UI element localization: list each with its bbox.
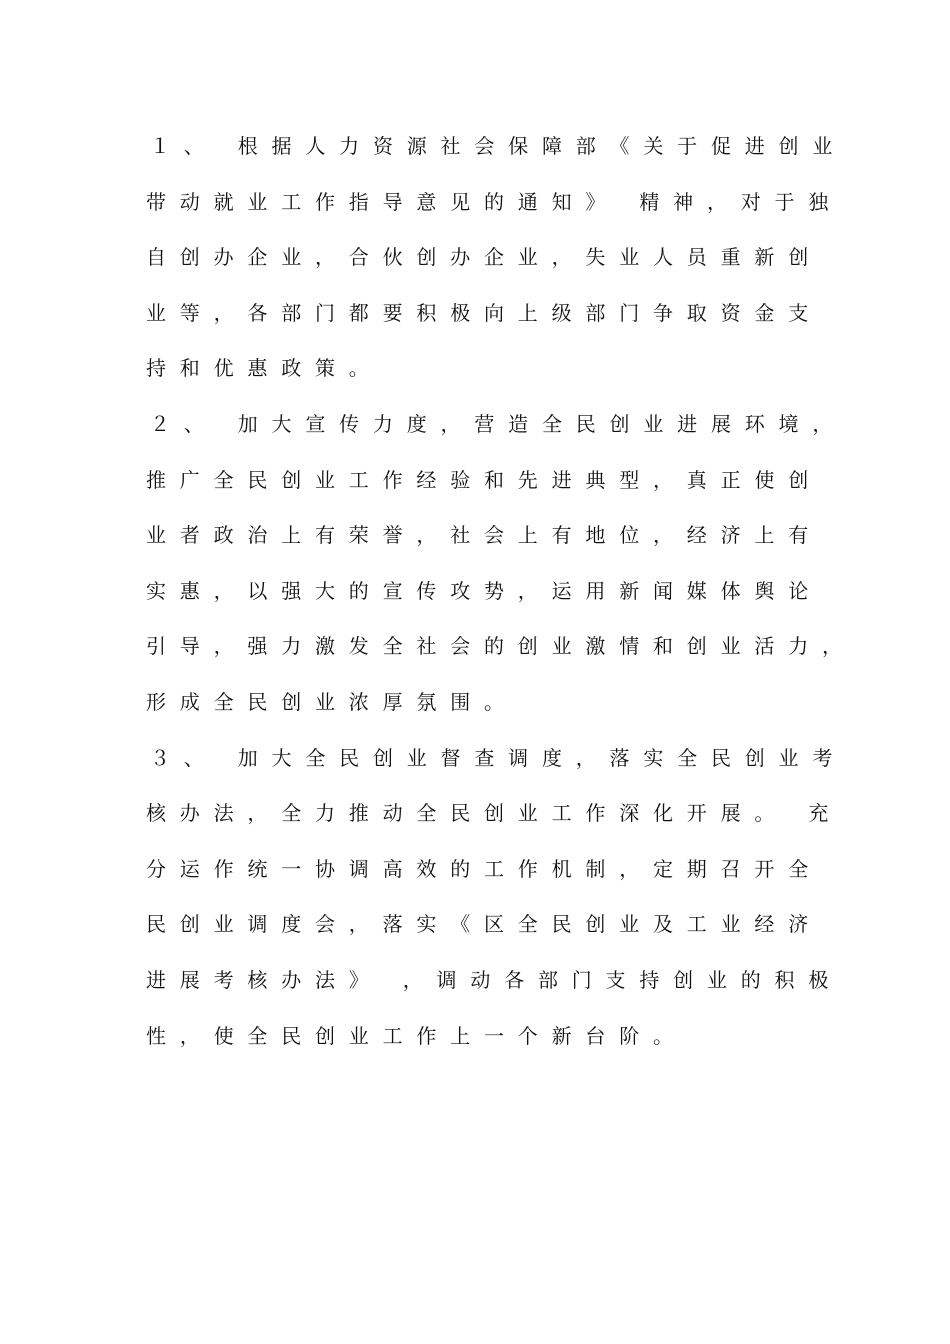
item-3-line-6: 性，使全民创业工作上一个新台阶。 <box>146 1023 687 1048</box>
item-2-line-6: 形成全民创业浓厚氛围。 <box>146 689 518 714</box>
item-3-line-2: 核办法，全力推动全民创业工作深化开展。 充 <box>146 801 843 826</box>
item-1-line-3: 自创办企业，合伙创办企业，失业人员重新创 <box>146 245 822 270</box>
item-1-line-4: 业等，各部门都要积极向上级部门争取资金支 <box>146 300 822 325</box>
item-1-line-5: 持和优惠政策。 <box>146 356 383 381</box>
item-2-line-1: ２、 加大宣传力度，营造全民创业进展环境， <box>150 411 847 436</box>
item-3-line-3: 分运作统一协调高效的工作机制，定期召开全 <box>146 856 822 881</box>
item-2-line-3: 业者政治上有荣誉，社会上有地位，经济上有 <box>146 523 822 548</box>
document-body <box>146 126 856 1071</box>
item-1-line-2: 带动就业工作指导意见的通知》 精神，对于独 <box>146 189 843 214</box>
item-3-line-4: 民创业调度会，落实《区全民创业及工业经济 <box>146 912 822 937</box>
item-2-line-5: 引导，强力激发全社会的创业激情和创业活力， <box>146 634 856 659</box>
item-3-line-1: ３、 加大全民创业督查调度，落实全民创业考 <box>150 745 847 770</box>
item-2-line-4: 实惠，以强大的宣传攻势，运用新闻媒体舆论 <box>146 578 822 603</box>
item-2-line-2: 推广全民创业工作经验和先进典型，真正使创 <box>146 467 822 492</box>
item-1-line-1: １、 根据人力资源社会保障部《关于促进创业 <box>150 134 847 158</box>
item-3-line-5: 进展考核办法》 ，调动各部门支持创业的积极 <box>146 967 843 992</box>
